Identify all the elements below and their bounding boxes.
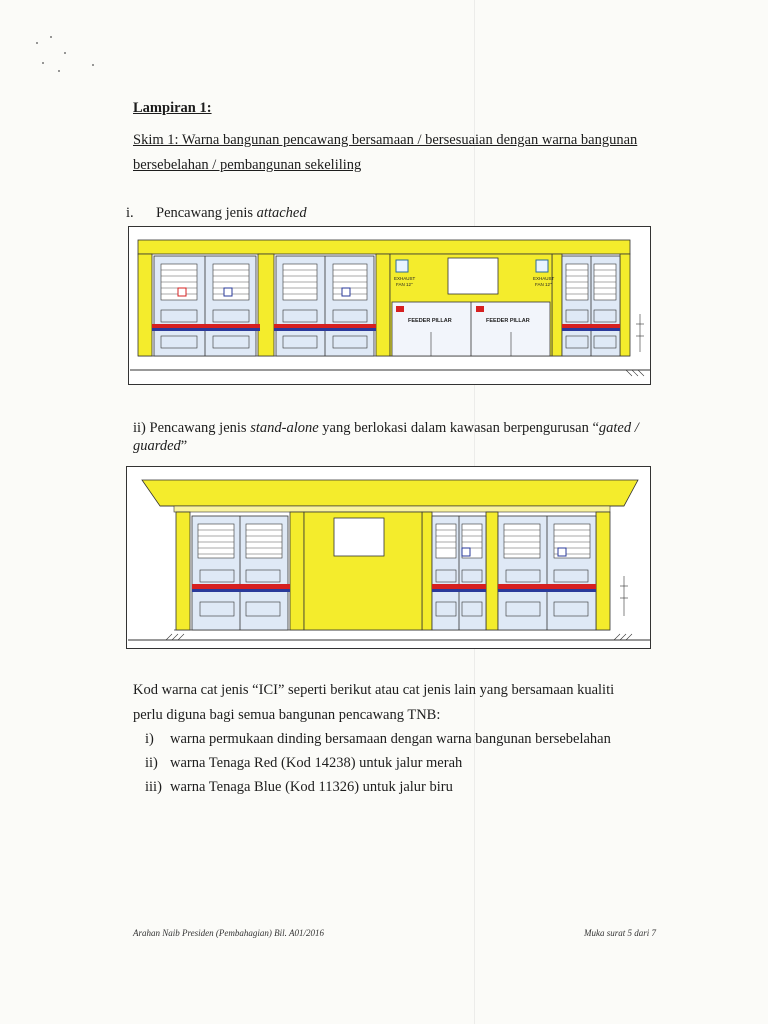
item-2-italic-2a: gated /: [598, 420, 639, 436]
scan-speck: [92, 64, 94, 66]
scan-speck: [50, 36, 52, 38]
item-2-middle: yang berlokasi dalam kawasan berpengurusan “: [318, 420, 599, 436]
item-1-marker: i.: [126, 205, 134, 221]
appendix-heading: Lampiran 1:: [133, 100, 212, 116]
feeder-pillar-label-2: FEEDER PILLAR: [486, 318, 530, 324]
fan-label-left: FAN 12": [396, 282, 413, 287]
paint-item-2-text: warna Tenaga Red (Kod 14238) untuk jalur merah: [170, 755, 463, 771]
footer-reference: Arahan Naib Presiden (Pembahagian) Bil. A01/2016: [133, 928, 324, 938]
item-1-text: Pencawang jenis: [156, 205, 257, 221]
feeder-pillar-label-1: FEEDER PILLAR: [408, 318, 452, 324]
item-2-line-1: [133, 418, 639, 438]
scheme-line-2: bersebelahan / pembangunan sekeliling: [133, 157, 362, 173]
scan-speck: [64, 52, 66, 54]
item-2-line-2: [133, 436, 187, 456]
scheme-line-1: Skim 1: Warna bangunan pencawang bersamaan / bersesuaian dengan warna bangunan: [133, 132, 638, 148]
scan-speck: [58, 70, 60, 72]
fan-label-right: FAN 12": [535, 282, 552, 287]
item-2-suffix: ”: [180, 438, 188, 454]
paint-line-2: perlu diguna bagi semua bangunan pencawang TNB:: [133, 707, 441, 723]
scan-speck: [42, 62, 44, 64]
paint-item-3-text: warna Tenaga Blue (Kod 11326) untuk jalur biru: [170, 779, 453, 795]
scan-speck: [36, 42, 38, 44]
exhaust-label-right: EXHAUST: [533, 276, 555, 281]
paint-item-1-num: i): [145, 731, 154, 747]
attached-substation-elevation: [128, 226, 652, 386]
footer-page-number: Muka surat 5 dari 7: [584, 928, 656, 938]
item-2-italic-1: stand-alone: [250, 420, 319, 436]
item-2-prefix: ii) Pencawang jenis: [133, 420, 251, 436]
paint-item-3-num: iii): [145, 779, 162, 795]
paint-item-2-num: ii): [145, 755, 158, 771]
stand-alone-substation-elevation: [126, 466, 652, 650]
item-1-italic: attached: [256, 205, 307, 221]
item-1-caption: [156, 203, 307, 223]
item-2-italic-2b: guarded: [133, 438, 181, 454]
exhaust-label-left: EXHAUST: [394, 276, 416, 281]
paint-item-1-text: warna permukaan dinding bersamaan dengan warna bangunan bersebelahan: [170, 731, 611, 747]
paint-line-1: Kod warna cat jenis “ICI” seperti berikut atau cat jenis lain yang bersamaan kualiti: [133, 682, 615, 698]
